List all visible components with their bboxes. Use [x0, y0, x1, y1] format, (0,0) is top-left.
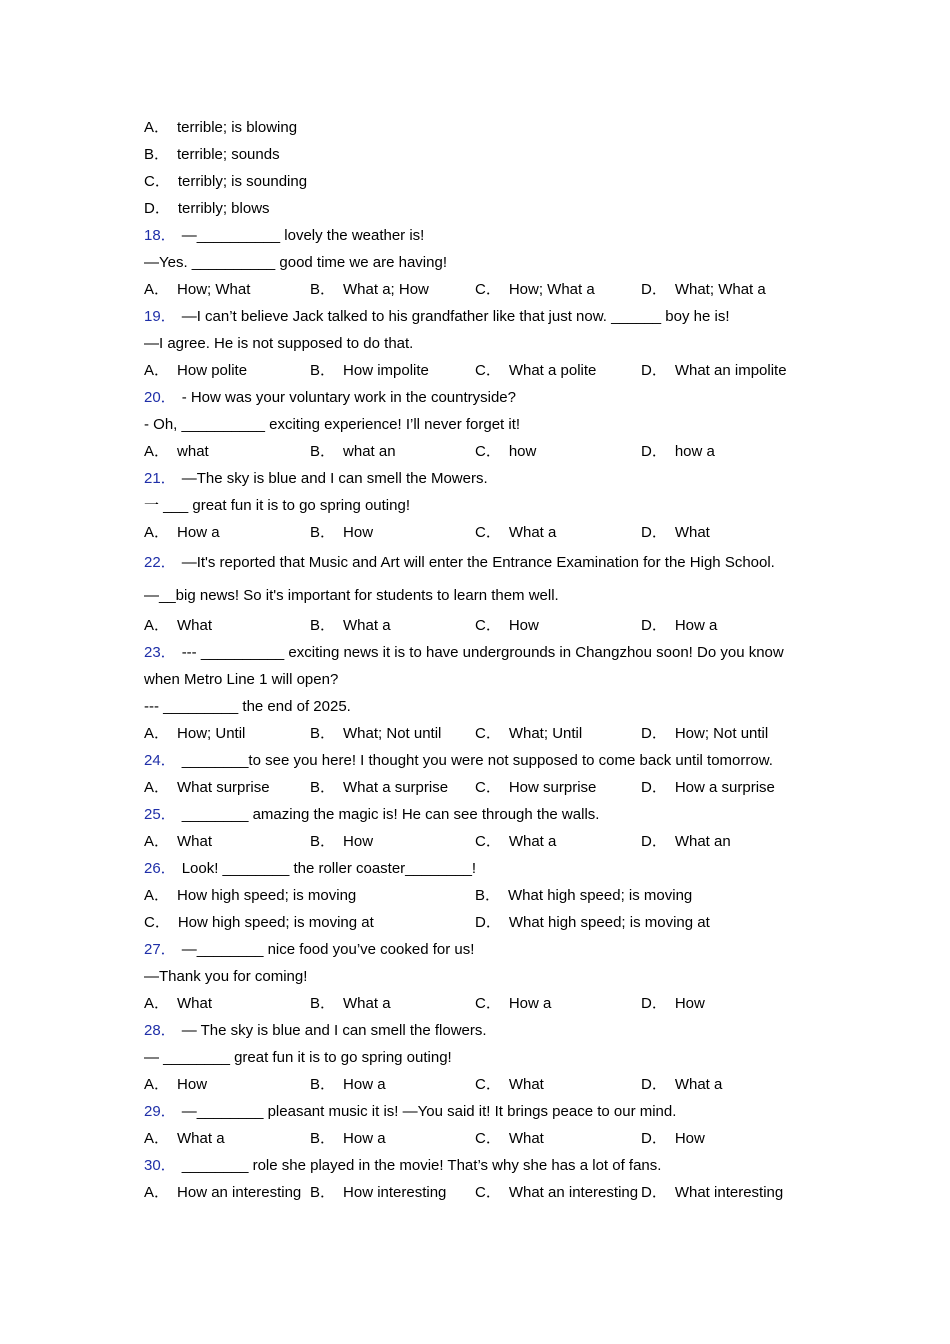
options-row [144, 357, 824, 384]
option-text: How polite [177, 362, 248, 379]
question-text: --- _________ the end of 2025. [144, 698, 351, 715]
option-text: How [674, 1130, 705, 1147]
option [641, 990, 705, 1017]
options-row [144, 1125, 824, 1152]
option [144, 519, 220, 546]
option-letter: B． [144, 146, 170, 163]
option-text: How [674, 995, 705, 1012]
option [144, 1125, 225, 1152]
option-letter: D． [641, 443, 667, 460]
option [310, 774, 448, 801]
option-letter: C． [475, 443, 501, 460]
option [641, 1125, 705, 1152]
option-text: What interesting [674, 1184, 784, 1201]
option-text: How high speed; is moving [177, 887, 357, 904]
option-text: How a [343, 1076, 386, 1093]
question-number: 27． [144, 941, 176, 958]
question-text: —Thank you for coming! [144, 968, 308, 985]
option [641, 519, 710, 546]
question-text: —It's reported that Music and Art will enter the Entrance Examination for the High School. [181, 554, 775, 571]
option-line [144, 168, 824, 195]
option [144, 828, 212, 855]
option-letter: A． [144, 617, 170, 634]
question-number: 30． [144, 1157, 176, 1174]
question-line [144, 384, 824, 411]
question-text: — The sky is blue and I can smell the flowers. [181, 1022, 487, 1039]
question-line [144, 330, 824, 357]
option-letter: B． [310, 1130, 336, 1147]
question-number: 20． [144, 389, 176, 406]
option-text: How a [674, 617, 718, 634]
option-text: What an impolite [674, 362, 787, 379]
option-text: What [177, 833, 213, 850]
question-text: - Oh, __________ exciting experience! I’ll never forget it! [144, 416, 521, 433]
question-line [144, 801, 824, 828]
option [475, 1179, 638, 1206]
option-letter: C． [144, 173, 170, 190]
option-text: What high speed; is moving at [508, 914, 710, 931]
question-block [144, 546, 824, 639]
option-letter: D． [641, 524, 667, 541]
option [641, 720, 768, 747]
option-text: terrible; is blowing [177, 119, 298, 136]
option-text: How surprise [508, 779, 597, 796]
option [641, 612, 717, 639]
question-line [144, 666, 824, 693]
option [310, 1125, 386, 1152]
question-number: 23． [144, 644, 176, 661]
option-text: How; What a [508, 281, 595, 298]
option [144, 612, 212, 639]
question-block [144, 801, 824, 855]
option-text: What; What a [674, 281, 766, 298]
option [475, 990, 551, 1017]
question-text: ________ role she played in the movie! That’s why she has a lot of fans. [181, 1157, 662, 1174]
question-line [144, 303, 824, 330]
question-line [144, 492, 824, 519]
option-text: What high speed; is moving [508, 887, 693, 904]
option-line [144, 141, 824, 168]
option [144, 1179, 301, 1206]
question-list [144, 222, 824, 1206]
option-text: What a [343, 617, 391, 634]
question-number: 25． [144, 806, 176, 823]
question-block [144, 936, 824, 1017]
option-letter: A． [144, 524, 170, 541]
option-text: how a [674, 443, 715, 460]
option [310, 1179, 446, 1206]
option [475, 720, 582, 747]
question-number: 22． [144, 554, 176, 571]
option-text: What [508, 1076, 544, 1093]
option-text: what an [343, 443, 396, 460]
question-line [144, 747, 824, 774]
question-text: —________ pleasant music it is! —You said it! It brings peace to our mind. [181, 1103, 677, 1120]
option-letter: C． [475, 281, 501, 298]
option-letter: B． [310, 281, 336, 298]
question-line [144, 222, 824, 249]
option [144, 1071, 207, 1098]
option-letter: B． [475, 887, 501, 904]
option-text: What a; How [343, 281, 429, 298]
question-text: 一 ___ great fun it is to go spring outing! [144, 497, 410, 514]
options-row [144, 519, 824, 546]
option-letter: A． [144, 1130, 170, 1147]
options-row [144, 828, 824, 855]
option-letter: B． [310, 1076, 336, 1093]
option [641, 438, 715, 465]
question-block [144, 465, 824, 546]
option-text: How a [508, 995, 552, 1012]
option [144, 774, 270, 801]
option-text: what [177, 443, 209, 460]
option-letter: D． [641, 779, 667, 796]
question-block [144, 222, 824, 303]
option-letter: C． [475, 725, 501, 742]
option-letter: B． [310, 779, 336, 796]
option-letter: A． [144, 1184, 170, 1201]
question-line [144, 639, 824, 666]
option [641, 774, 775, 801]
option [475, 438, 536, 465]
question-block [144, 1017, 824, 1098]
question-line [144, 411, 824, 438]
option-text: What a [674, 1076, 723, 1093]
option [310, 612, 391, 639]
option [475, 1125, 544, 1152]
option-letter: D． [641, 1130, 667, 1147]
option-text: How [508, 617, 539, 634]
option [310, 720, 441, 747]
option-text: What a [508, 524, 557, 541]
option [310, 357, 429, 384]
option-text: What [674, 524, 710, 541]
question-text: —I agree. He is not supposed to do that. [144, 335, 414, 352]
option-letter: C． [475, 995, 501, 1012]
option-letter: D． [641, 617, 667, 634]
option [641, 828, 731, 855]
option-letter: D． [641, 362, 667, 379]
question-block [144, 1098, 824, 1152]
option-letter: D． [144, 200, 170, 217]
option-letter: A． [144, 443, 170, 460]
option-text: how [508, 443, 537, 460]
option-letter: C． [475, 1076, 501, 1093]
option-text: What [177, 617, 213, 634]
option-letter: A． [144, 995, 170, 1012]
option-letter: B． [310, 362, 336, 379]
options-row [144, 1179, 824, 1206]
question-text: Look! ________ the roller coaster________! [181, 860, 477, 877]
option [310, 1071, 386, 1098]
option-letter: A． [144, 779, 170, 796]
question-text: when Metro Line 1 will open? [144, 671, 339, 688]
options-row [144, 882, 824, 909]
option-letter: D． [641, 1184, 667, 1201]
option [144, 909, 374, 936]
option-text: How [177, 1076, 208, 1093]
question-number: 24． [144, 752, 176, 769]
option [144, 882, 356, 909]
question-line [144, 963, 824, 990]
option-letter: D． [641, 1076, 667, 1093]
option-text: What an [674, 833, 731, 850]
exam-page [144, 114, 824, 1206]
options-row [144, 720, 824, 747]
option-text: What [177, 995, 213, 1012]
question-text: —__big news! So it's important for students to learn them well. [144, 587, 559, 604]
option-text: What a polite [508, 362, 597, 379]
option-text: What; Until [508, 725, 583, 742]
question-number: 21． [144, 470, 176, 487]
question-text: — ________ great fun it is to go spring outing! [144, 1049, 452, 1066]
question-block [144, 747, 824, 801]
option-letter: B． [310, 617, 336, 634]
option-text: What a [177, 1130, 225, 1147]
option-letter: C． [475, 524, 501, 541]
option-text: How an interesting [177, 1184, 302, 1201]
options-row [144, 612, 824, 639]
options-row [144, 990, 824, 1017]
question-text: —The sky is blue and I can smell the Mowers. [181, 470, 488, 487]
option-text: What a [343, 995, 391, 1012]
option [310, 276, 429, 303]
option-letter: B． [310, 524, 336, 541]
option-letter: C． [144, 914, 170, 931]
option [475, 909, 710, 936]
option-letter: D． [641, 725, 667, 742]
option-letter: D． [641, 833, 667, 850]
question-line [144, 1152, 824, 1179]
option-letter: C． [475, 1184, 501, 1201]
option-letter: A． [144, 281, 170, 298]
question-text: --- __________ exciting news it is to have undergrounds in Changzhou soon! Do you know [181, 644, 784, 661]
question-number: 29． [144, 1103, 176, 1120]
option-letter: C． [475, 779, 501, 796]
option [475, 612, 539, 639]
option-letter: A． [144, 119, 170, 136]
question-number: 18． [144, 227, 176, 244]
question-text: - How was your voluntary work in the countryside? [181, 389, 516, 406]
question-line [144, 855, 824, 882]
option-letter: C． [475, 833, 501, 850]
question-text: —I can’t believe Jack talked to his grandfather like that just now. ______ boy he is! [181, 308, 730, 325]
question-text: ________to see you here! I thought you were not supposed to come back until tomorrow. [181, 752, 773, 769]
option [144, 990, 212, 1017]
option-text: How a surprise [674, 779, 775, 796]
question-line [144, 1044, 824, 1071]
option-text: What a surprise [343, 779, 449, 796]
option-text: How; What [177, 281, 251, 298]
option [475, 357, 596, 384]
option [475, 774, 596, 801]
option [144, 276, 250, 303]
option-letter: D． [475, 914, 501, 931]
option-letter: B． [310, 443, 336, 460]
question-text: ________ amazing the magic is! He can see through the walls. [181, 806, 600, 823]
option-letter: C． [475, 1130, 501, 1147]
question-block [144, 1152, 824, 1206]
option [310, 438, 396, 465]
question-block [144, 639, 824, 747]
option [475, 1071, 544, 1098]
question-block [144, 855, 824, 936]
option [144, 720, 245, 747]
previous-question-options [144, 114, 824, 222]
question-text: —Yes. __________ good time we are having! [144, 254, 447, 271]
question-text: —__________ lovely the weather is! [181, 227, 425, 244]
option-text: What; Not until [343, 725, 442, 742]
option-letter: A． [144, 1076, 170, 1093]
option-line [144, 114, 824, 141]
question-line [144, 249, 824, 276]
option [641, 357, 787, 384]
option-letter: D． [641, 995, 667, 1012]
option-text: How [343, 833, 374, 850]
question-line [144, 1017, 824, 1044]
question-line [144, 936, 824, 963]
option-line [144, 195, 824, 222]
option-letter: C． [475, 617, 501, 634]
option [310, 828, 373, 855]
option-letter: A． [144, 362, 170, 379]
question-line [144, 579, 824, 612]
option [310, 519, 373, 546]
question-line [144, 1098, 824, 1125]
option-text: How interesting [343, 1184, 447, 1201]
option [144, 357, 247, 384]
option [475, 828, 556, 855]
option-text: How; Until [177, 725, 246, 742]
option [641, 1179, 783, 1206]
option [310, 990, 391, 1017]
options-row [144, 276, 824, 303]
question-text: —________ nice food you’ve cooked for us! [181, 941, 475, 958]
options-row [144, 774, 824, 801]
option-text: How [343, 524, 374, 541]
option-text: What surprise [177, 779, 270, 796]
question-block [144, 384, 824, 465]
option-letter: B． [310, 833, 336, 850]
option-letter: C． [475, 362, 501, 379]
option-letter: A． [144, 725, 170, 742]
options-row [144, 1071, 824, 1098]
option-text: How; Not until [674, 725, 769, 742]
option-text: terribly; is sounding [177, 173, 308, 190]
option-text: What [508, 1130, 544, 1147]
option-letter: A． [144, 833, 170, 850]
question-line [144, 693, 824, 720]
option [641, 1071, 722, 1098]
option-text: How high speed; is moving at [177, 914, 374, 931]
option-letter: B． [310, 725, 336, 742]
options-row [144, 909, 824, 936]
question-number: 26． [144, 860, 176, 877]
option-letter: D． [641, 281, 667, 298]
option-text: How a [177, 524, 220, 541]
option-text: What a [508, 833, 557, 850]
option [641, 276, 766, 303]
option-text: terrible; sounds [177, 146, 280, 163]
question-number: 28． [144, 1022, 176, 1039]
option-letter: B． [310, 1184, 336, 1201]
option [475, 276, 595, 303]
options-row [144, 438, 824, 465]
option-letter: A． [144, 887, 170, 904]
question-line [144, 465, 824, 492]
option [475, 519, 556, 546]
option [144, 438, 209, 465]
option-text: What an interesting [508, 1184, 639, 1201]
option-text: How impolite [343, 362, 429, 379]
option-text: terribly; blows [177, 200, 270, 217]
option [475, 882, 692, 909]
option-text: How a [343, 1130, 386, 1147]
option-letter: B． [310, 995, 336, 1012]
question-block [144, 303, 824, 384]
question-line [144, 546, 824, 579]
question-number: 19． [144, 308, 176, 325]
